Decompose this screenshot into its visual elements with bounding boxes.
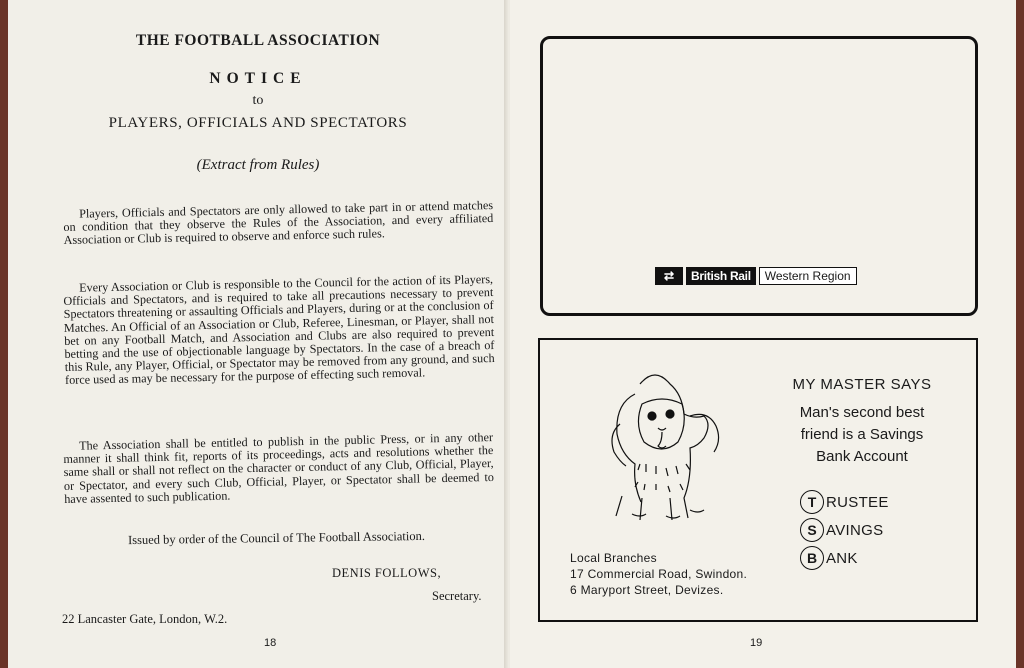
letter-circle: T <box>800 490 824 514</box>
word-rest: RUSTEE <box>826 493 889 511</box>
ad-slogan <box>762 402 962 468</box>
branch-address-1: 17 Commercial Road, Swindon. <box>570 567 748 581</box>
address: 22 Lancaster Gate, London, W.2. <box>62 612 228 626</box>
branch-list <box>570 550 747 598</box>
word-rest: ANK <box>826 549 858 567</box>
signatory-title: Secretary. <box>432 589 482 603</box>
notice-to: to <box>252 93 264 108</box>
page-heading: THE FOOTBALL ASSOCIATION <box>135 32 381 49</box>
ad-headline: MY MASTER SAYS <box>792 376 932 393</box>
extract-note: (Extract from Rules) <box>196 157 320 173</box>
rule-paragraph-3: The Association shall be entitled to publish in the public Press, or in any other manner it shall think fit, reports of its proceedings, acts and resolutions whether the same shall or shall not reflect on the character or conduct of any Club, Official, Player, or Spectator, and every such Club, Official, Player, or Spectator shall be deemed to have assented to such publication. <box>63 429 495 506</box>
word-rest: AVINGS <box>826 521 884 539</box>
british-rail-name: British Rail <box>686 267 756 285</box>
branches-title: Local Branches <box>570 551 657 565</box>
tsb-logo <box>800 490 889 574</box>
right-page <box>510 0 1016 668</box>
letter-circle: S <box>800 518 824 542</box>
letter-circle: B <box>800 546 824 570</box>
signatory-name: DENIS FOLLOWS, <box>332 566 442 580</box>
british-rail-logo <box>655 267 857 285</box>
slogan-line-2: friend is a Savings <box>800 426 924 443</box>
page-number-left: 18 <box>264 637 277 649</box>
rule-paragraph-2: Every Association or Club is responsible to the Council for the action of its Players, Officials and Spectators, and is required to take all precautions necessary to prevent Spectators threatening or assaulting Officials and Players, during or at the conclusion of Matches. An Official of an Association or Club, Referee, Linesman, or Player, shall not bet on any Football Match, and Association and Clubs are also required to prevent betting and the use of objectionable language by Spectators. In the case of a breach of this Rule, any Player, Official, or Spectator may be removed from any ground, and such force used as may be necessary for the purpose of effecting such removal. <box>63 271 495 388</box>
british-rail-region: Western Region <box>759 267 857 285</box>
issued-by: Issued by order of the Council of The Football Association. <box>127 528 426 548</box>
slogan-line-1: Man's second best <box>799 404 925 421</box>
branch-address-2: 6 Maryport Street, Devizes. <box>570 583 724 597</box>
slogan-line-3: Bank Account <box>816 448 908 465</box>
british-rail-ad <box>540 36 978 316</box>
left-page <box>8 0 508 668</box>
page-number-right: 19 <box>750 637 763 649</box>
rule-paragraph-1: Players, Officials and Spectators are only allowed to take part in or attend matches on condition that they observe the Rules of the Association, and every affiliated Association or Club is required to observe and enforce such rules. <box>63 197 494 248</box>
tsb-row-trustee <box>800 490 889 514</box>
tsb-ad <box>538 338 978 622</box>
tsb-row-bank <box>800 546 889 570</box>
double-arrow-icon: ⇄ <box>655 267 683 285</box>
dog-illustration <box>580 364 750 534</box>
notice-title: NOTICE <box>209 70 307 87</box>
notice-audience: PLAYERS, OFFICIALS AND SPECTATORS <box>108 115 408 131</box>
tsb-row-savings <box>800 518 889 542</box>
